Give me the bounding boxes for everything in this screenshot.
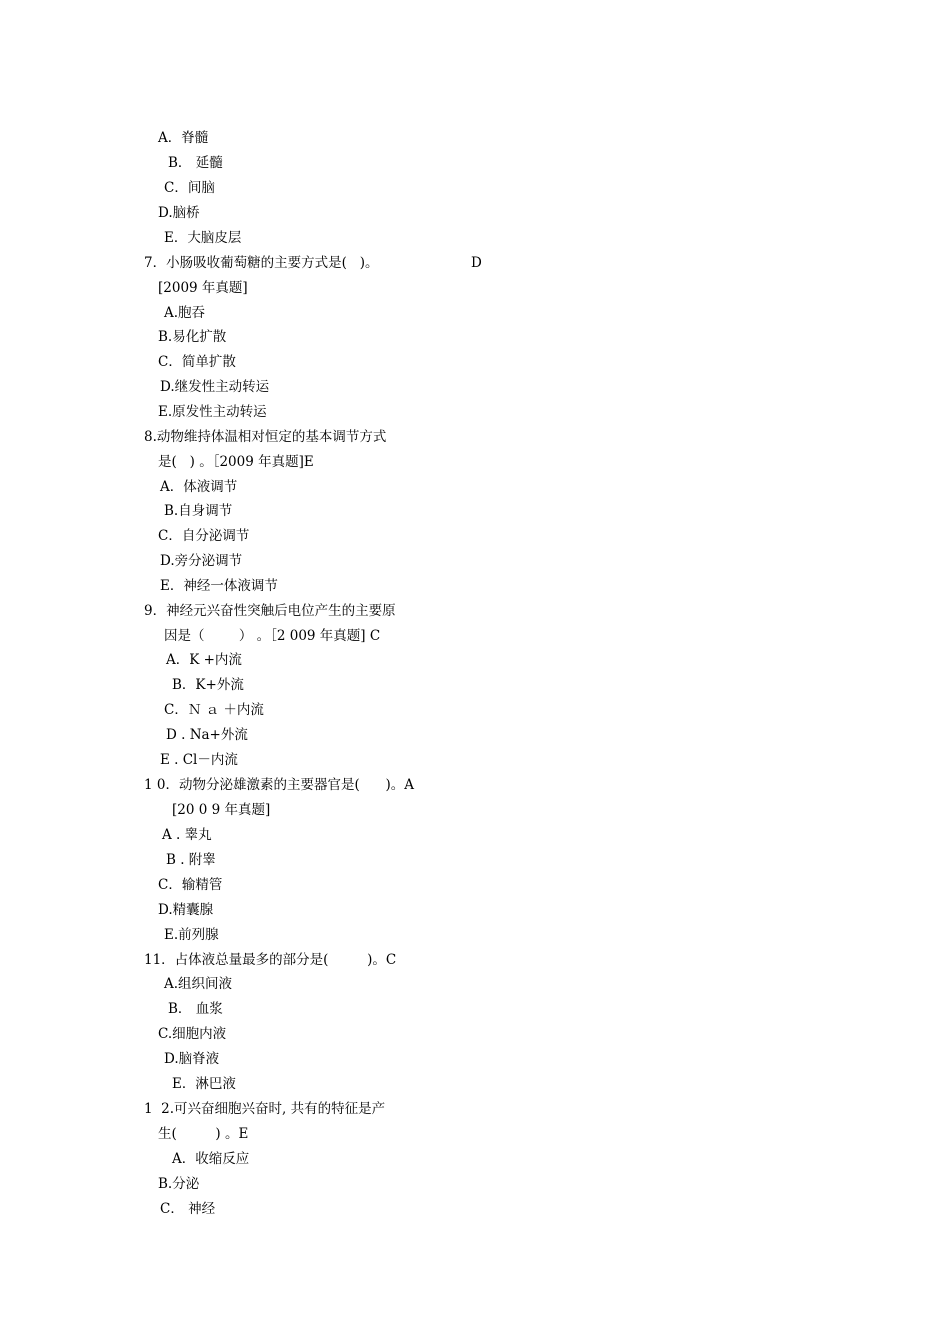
option-line: D.脑脊液 — [164, 1051, 220, 1067]
option-line: B.易化扩散 — [158, 329, 227, 345]
option-line: B． 血浆 — [168, 1001, 223, 1017]
question-source: [20 0 9 年真题] — [172, 802, 271, 818]
option-line: A．K +内流 — [166, 652, 242, 668]
option-line: A．脊髓 — [158, 130, 209, 146]
option-line: D.继发性主动转运 — [160, 379, 270, 395]
question-stem: 1 0．动物分泌雄激素的主要器官是( )。A — [144, 777, 414, 793]
option-line: D.精囊腺 — [158, 902, 214, 918]
question-stem: 1 2.可兴奋细胞兴奋时, 共有的特征是产 — [144, 1101, 386, 1117]
question-stem: 因是（ ） 。［2 009 年真题] C — [164, 628, 381, 644]
option-line: E．神经一体液调节 — [160, 578, 278, 594]
option-line: B．K+外流 — [172, 677, 244, 693]
option-line: C．输精管 — [158, 877, 223, 893]
option-line: A.组织间液 — [164, 976, 233, 992]
option-line: E．淋巴液 — [172, 1076, 236, 1092]
question-stem: 生( ) 。E — [158, 1126, 249, 1142]
question-stem: 8.动物维持体温相对恒定的基本调节方式 — [144, 429, 387, 445]
option-line: D . Na+外流 — [166, 727, 248, 743]
option-line: C． 神经 — [160, 1201, 216, 1217]
option-line: D.脑桥 — [158, 205, 200, 221]
option-line: E . Cl－内流 — [160, 752, 238, 768]
option-line: E.前列腺 — [164, 927, 219, 943]
question-stem: 11．占体液总量最多的部分是( )。C — [144, 952, 397, 968]
option-line: C．Ｎ ａ ＋内流 — [164, 702, 264, 718]
option-line: C.细胞内液 — [158, 1026, 227, 1042]
question-stem: 9．神经元兴奋性突触后电位产生的主要原 — [144, 603, 396, 619]
option-line: B． 延髓 — [168, 155, 223, 171]
option-line: E．大脑皮层 — [164, 230, 242, 246]
option-line: A.胞吞 — [164, 305, 206, 321]
option-line: A . 睾丸 — [162, 827, 212, 843]
option-line: B.分泌 — [158, 1176, 200, 1192]
option-line: A．收缩反应 — [172, 1151, 250, 1167]
option-line: E.原发性主动转运 — [158, 404, 267, 420]
option-line: D.旁分泌调节 — [160, 553, 243, 569]
option-line: A．体液调节 — [160, 479, 238, 495]
option-line: C．间脑 — [164, 180, 215, 196]
answer-key: D — [471, 255, 482, 271]
question-stem: 7．小肠吸收葡萄糖的主要方式是( )。 — [144, 255, 379, 271]
option-line: B . 附睾 — [166, 852, 216, 868]
option-line: C．简单扩散 — [158, 354, 236, 370]
question-source: [2009 年真题] — [158, 280, 248, 296]
option-line: C．自分泌调节 — [158, 528, 250, 544]
option-line: B.自身调节 — [164, 503, 233, 519]
question-stem: 是( ) 。［2009 年真题]E — [158, 454, 314, 470]
